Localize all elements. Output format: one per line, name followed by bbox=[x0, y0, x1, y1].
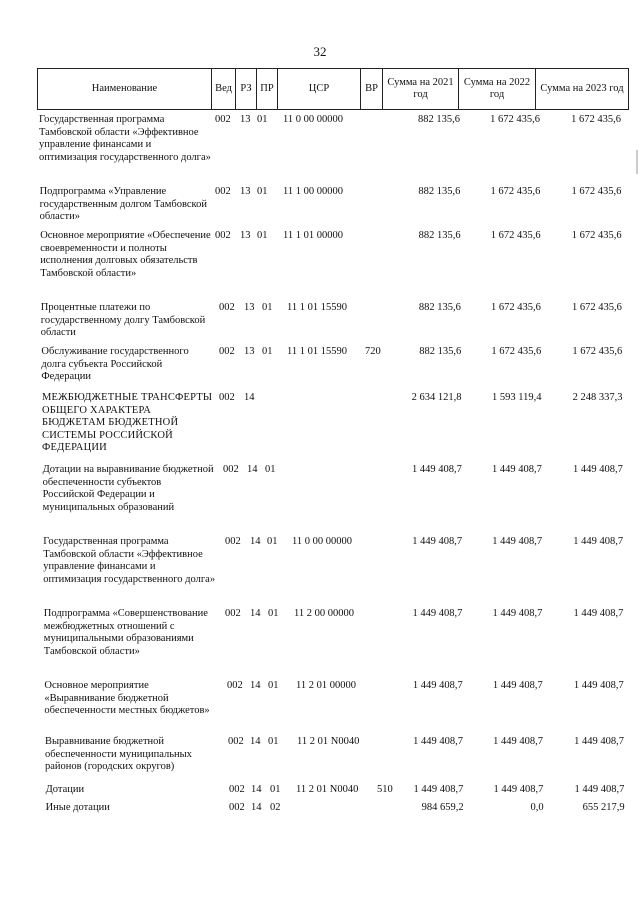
row-csr: 11 2 00 00000 bbox=[294, 608, 354, 619]
row-s2023: 1 449 408,7 bbox=[573, 536, 624, 547]
header-rz: РЗ bbox=[235, 69, 256, 109]
row-name: Государственная программа Тамбовской области «Эффективное управление финансами и оптимизация государственного долга» bbox=[43, 536, 216, 585]
row-s2022: 1 672 435,6 bbox=[491, 346, 542, 357]
row-csr: 11 1 00 00000 bbox=[283, 186, 343, 197]
row-rz: 14 bbox=[250, 536, 261, 547]
header-sum-2022: Сумма на 2022 год bbox=[458, 69, 535, 109]
row-rz: 14 bbox=[247, 464, 258, 475]
row-s2021: 882 135,6 bbox=[418, 186, 461, 197]
row-s2021: 882 135,6 bbox=[418, 230, 461, 241]
row-pr: 01 bbox=[265, 464, 276, 475]
row-s2022: 1 672 435,6 bbox=[490, 230, 541, 241]
row-name: Основное мероприятие «Выравнивание бюджетной обеспеченности местных бюджетов» bbox=[44, 680, 210, 716]
scan-mark bbox=[636, 150, 638, 174]
row-rz: 14 bbox=[250, 736, 261, 747]
row-ved: 002 bbox=[219, 302, 235, 313]
row-name: Иные дотации bbox=[45, 802, 110, 813]
row-name: Дотации на выравнивание бюджетной обеспеченности субъектов Российской Федерации и муниципальных образований bbox=[42, 464, 214, 513]
row-rz: 13 bbox=[244, 302, 255, 313]
row-pr: 01 bbox=[270, 784, 281, 795]
row-ved: 002 bbox=[225, 608, 241, 619]
row-s2021: 882 135,6 bbox=[419, 346, 462, 357]
row-pr: 01 bbox=[257, 114, 268, 125]
row-s2023: 2 248 337,3 bbox=[572, 392, 623, 403]
row-s2021: 1 449 408,7 bbox=[411, 464, 462, 475]
row-ved: 002 bbox=[228, 736, 244, 747]
row-name: Процентные платежи по государственному долгу Тамбовской области bbox=[40, 302, 206, 338]
row-pr: 01 bbox=[267, 536, 278, 547]
row-pr: 01 bbox=[257, 186, 268, 197]
row-ved: 002 bbox=[229, 802, 245, 813]
row-s2021: 2 634 121,8 bbox=[411, 392, 462, 403]
row-csr: 11 2 01 N0040 bbox=[297, 736, 360, 747]
row-csr: 11 1 01 15590 bbox=[287, 346, 347, 357]
row-name: Обслуживание государственного долга субъекта Российской Федерации bbox=[41, 346, 189, 382]
row-csr: 11 1 01 00000 bbox=[283, 230, 343, 241]
row-vr: 720 bbox=[365, 346, 381, 357]
row-s2021: 984 659,2 bbox=[421, 802, 464, 813]
row-csr: 11 0 00 00000 bbox=[283, 114, 343, 125]
row-pr: 01 bbox=[262, 302, 273, 313]
row-ved: 002 bbox=[225, 536, 241, 547]
row-pr: 01 bbox=[268, 680, 279, 691]
row-name: Государственная программа Тамбовской области «Эффективное управление финансами и оптимизация государственного долга» bbox=[39, 114, 211, 163]
row-s2022: 1 449 408,7 bbox=[493, 784, 544, 795]
row-rz: 14 bbox=[251, 784, 262, 795]
row-name: МЕЖБЮДЖЕТНЫЕ ТРАНСФЕРТЫ ОБЩЕГО ХАРАКТЕРА БЮДЖЕТАМ БЮДЖЕТНОЙ СИСТЕМЫ РОССИЙСКОЙ ФЕДЕРАЦИИ bbox=[42, 392, 213, 453]
row-pr: 01 bbox=[257, 230, 268, 241]
row-s2023: 655 217,9 bbox=[582, 802, 625, 813]
row-s2021: 1 449 408,7 bbox=[412, 536, 463, 547]
row-s2022: 1 672 435,6 bbox=[491, 302, 541, 313]
row-csr: 11 2 01 00000 bbox=[296, 680, 356, 691]
row-s2022: 1 593 119,4 bbox=[492, 392, 542, 403]
header-sum-2021: Сумма на 2021 год bbox=[382, 69, 458, 109]
row-s2022: 1 449 408,7 bbox=[492, 608, 543, 619]
header-sum-2023: Сумма на 2023 год bbox=[535, 69, 628, 109]
row-s2023: 1 449 408,7 bbox=[573, 608, 624, 619]
row-s2023: 1 449 408,7 bbox=[574, 736, 624, 747]
row-ved: 002 bbox=[219, 392, 235, 403]
row-s2022: 1 449 408,7 bbox=[493, 736, 543, 747]
row-rz: 14 bbox=[251, 802, 262, 813]
header-pr: ПР bbox=[256, 69, 277, 109]
row-csr: 11 2 01 N0040 bbox=[296, 784, 359, 795]
header-name: Наименование bbox=[91, 83, 158, 95]
row-csr: 11 1 01 15590 bbox=[287, 302, 347, 313]
row-rz: 13 bbox=[244, 346, 255, 357]
row-name: Основное мероприятие «Обеспечение своевременности и полноты исполнения долговых обязательств Тамбовской области» bbox=[40, 230, 211, 279]
header-csr: ЦСР bbox=[277, 69, 360, 109]
row-rz: 14 bbox=[250, 608, 261, 619]
row-ved: 002 bbox=[223, 464, 239, 475]
row-s2021: 1 449 408,7 bbox=[412, 680, 463, 691]
row-s2023: 1 449 408,7 bbox=[574, 784, 625, 795]
row-rz: 14 bbox=[244, 392, 255, 403]
row-ved: 002 bbox=[227, 680, 243, 691]
row-s2023: 1 672 435,6 bbox=[571, 114, 621, 125]
row-s2021: 1 449 408,7 bbox=[413, 736, 463, 747]
row-s2023: 1 449 408,7 bbox=[573, 680, 624, 691]
row-name: Подпрограмма «Совершенствование межбюджетных отношений с муниципальными образованиями Тамбовской области» bbox=[43, 608, 208, 657]
row-rz: 13 bbox=[240, 114, 251, 125]
table-header bbox=[37, 68, 629, 110]
row-s2021: 1 449 408,7 bbox=[412, 608, 463, 619]
row-s2022: 1 449 408,7 bbox=[492, 680, 543, 691]
header-ved: Вед bbox=[211, 69, 235, 109]
row-s2023: 1 672 435,6 bbox=[571, 230, 622, 241]
row-pr: 01 bbox=[268, 608, 279, 619]
row-ved: 002 bbox=[229, 784, 245, 795]
row-s2023: 1 672 435,6 bbox=[572, 302, 622, 313]
row-s2022: 1 449 408,7 bbox=[491, 464, 542, 475]
row-s2022: 1 672 435,6 bbox=[490, 186, 541, 197]
row-s2021: 882 135,6 bbox=[418, 302, 461, 313]
row-pr: 02 bbox=[270, 802, 281, 813]
row-vr: 510 bbox=[377, 784, 393, 795]
row-rz: 13 bbox=[240, 230, 251, 241]
row-rz: 14 bbox=[250, 680, 261, 691]
row-s2023: 1 672 435,6 bbox=[572, 346, 623, 357]
row-name: Дотации bbox=[45, 784, 85, 795]
row-s2021: 882 135,6 bbox=[418, 114, 460, 125]
row-ved: 002 bbox=[215, 230, 231, 241]
row-s2022: 1 672 435,6 bbox=[490, 114, 540, 125]
row-ved: 002 bbox=[215, 186, 231, 197]
row-name: Подпрограмма «Управление государственным долгом Тамбовской области» bbox=[39, 186, 207, 222]
row-s2022: 0,0 bbox=[530, 802, 544, 813]
row-pr: 01 bbox=[262, 346, 273, 357]
row-ved: 002 bbox=[219, 346, 235, 357]
row-rz: 13 bbox=[240, 186, 251, 197]
row-name: Выравнивание бюджетной обеспеченности муниципальных районов (городских округов) bbox=[45, 736, 192, 772]
row-ved: 002 bbox=[215, 114, 231, 125]
header-vr: ВР bbox=[360, 69, 382, 109]
row-s2022: 1 449 408,7 bbox=[492, 536, 543, 547]
row-pr: 01 bbox=[268, 736, 279, 747]
row-csr: 11 0 00 00000 bbox=[292, 536, 352, 547]
row-s2021: 1 449 408,7 bbox=[413, 784, 464, 795]
row-s2023: 1 449 408,7 bbox=[572, 464, 623, 475]
row-s2023: 1 672 435,6 bbox=[571, 186, 622, 197]
page-number: 32 bbox=[313, 44, 327, 59]
